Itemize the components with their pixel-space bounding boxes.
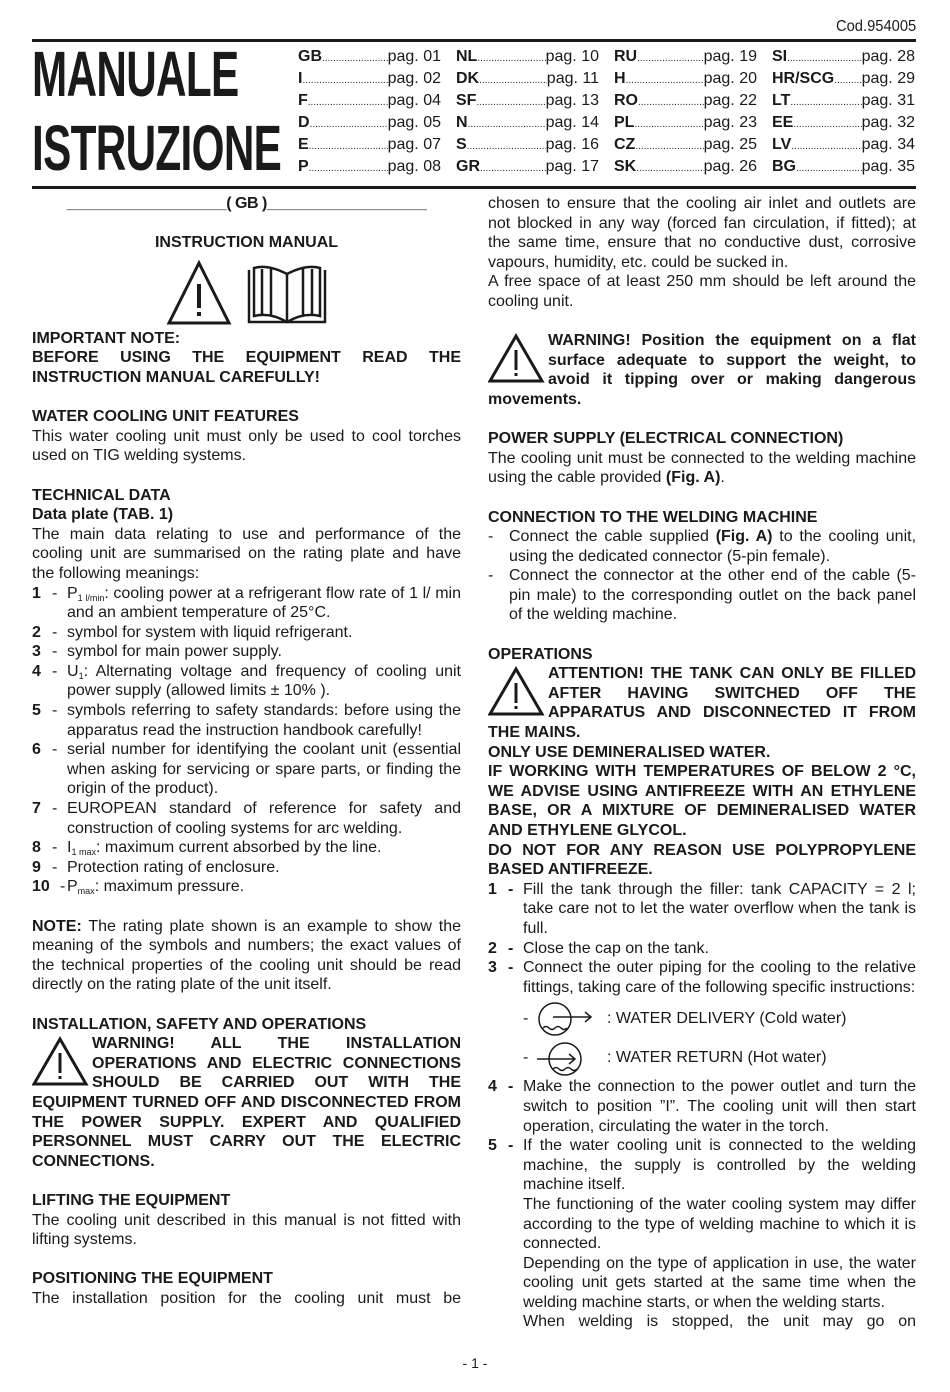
step-text: When welding is stopped, the unit may go on — [523, 1313, 916, 1331]
language-code: SF — [456, 92, 477, 109]
features-text: This water cooling unit must only be used to cool torches used on TIG welding systems. — [32, 427, 461, 465]
index-entry — [614, 90, 757, 112]
language-code: RO — [614, 92, 638, 109]
language-code: H — [614, 70, 626, 87]
page-number: - 1 - — [462, 1355, 488, 1371]
leader-dots — [635, 141, 703, 156]
connection-text: Connect the cable supplied — [509, 528, 716, 546]
leader-dots — [636, 163, 703, 178]
technical-data-item: 10 - $P_{max}$: maximum pressure. — [32, 878, 245, 897]
index-entry — [772, 134, 915, 156]
important-note-title: IMPORTANT NOTE: — [32, 329, 181, 347]
language-code: SK — [614, 158, 637, 175]
page-ref: pag. 10 — [545, 48, 599, 65]
lifting-title: LIFTING THE EQUIPMENT — [32, 1191, 231, 1209]
free-space-text: A free space of at least 250 mm should be left around the cooling unit. — [488, 273, 916, 310]
leader-dots — [467, 141, 546, 156]
item-number: 1 — [32, 584, 41, 602]
leader-dots — [479, 75, 547, 90]
page-ref: pag. 13 — [545, 92, 599, 109]
lifting-text: The cooling unit described in this manual is not fitted with lifting systems. — [32, 1211, 461, 1249]
connection-text: Connect the connector at the other end of the cable (5-pin male) to the corresponding outlet on the back panel of the welding machine. — [509, 567, 916, 624]
index-entry — [456, 90, 599, 112]
symbol: P — [67, 878, 78, 896]
title-istruzione: ISTRUZIONE — [32, 112, 282, 184]
right-column — [488, 194, 916, 1332]
power-end: . — [720, 469, 725, 487]
technical-data-item: 4 - $U_1$: Alternating voltage and frequency of cooling unit power supply (allowed limits ± 10% ). — [32, 662, 461, 700]
item-number: 10 — [32, 878, 50, 896]
language-code: E — [298, 136, 309, 153]
page-ref: pag. 05 — [387, 114, 441, 131]
index-entry — [298, 112, 441, 134]
leader-dots — [626, 75, 704, 90]
connection-item: - Connect the connector at the other end of the cable (5-pin male) to the corresponding outlet on the back panel of the welding machine. — [488, 567, 916, 624]
language-code: S — [456, 136, 467, 153]
step-text: Make the connection to the power outlet and turn the switch to position ”I”. The cooling unit will then start operation, circulating the water in the torch. — [523, 1078, 916, 1135]
item-number: 6 — [32, 741, 41, 759]
position-warning-text: WARNING! Position the equipment on a flat surface adequate to support the weight, to avoid it tipping over or making dangerous movements. — [488, 332, 916, 408]
leader-dots — [637, 53, 704, 68]
technical-data-title: TECHNICAL DATA — [32, 486, 171, 504]
installation-warning-text: WARNING! ALL THE INSTALLATION OPERATIONS AND ELECTRIC CONNECTIONS SHOULD BE CARRIED OUT WITH THE EQUIPMENT TURNED OFF AND DISCONNECTED FROM THE POWER SUPPLY. EXPERT AND QUALIFIED PERSONNEL MUST CARRY OUT THE ELECTRIC CONNECTIONS. — [32, 1035, 461, 1170]
connection-title: CONNECTION TO THE WELDING MACHINE — [488, 508, 818, 526]
page-ref: pag. 34 — [861, 136, 915, 153]
page-ref: pag. 23 — [703, 114, 757, 131]
symbol: P — [67, 584, 78, 602]
index-entry — [772, 68, 915, 90]
item-text: symbols referring to safety standards: before using the apparatus read the instruction handbook carefully! — [67, 702, 461, 739]
fig-a-ref: (Fig. A) — [665, 469, 721, 487]
symbol-subscript: 1 max — [71, 847, 96, 858]
index-entry — [772, 156, 915, 178]
page-ref: pag. 16 — [545, 136, 599, 153]
step-number: 1 — [488, 880, 497, 898]
index-entry — [772, 46, 915, 68]
step-text: Close the cap on the tank. — [523, 939, 709, 957]
language-heading: ___________________( GB )___________________ — [66, 195, 427, 212]
page-ref: pag. 17 — [545, 158, 599, 175]
symbol-subscript: 1 l/min — [77, 592, 105, 603]
warning-triangle-icon — [32, 1036, 92, 1086]
antifreeze-note: IF WORKING WITH TEMPERATURES OF BELOW 2 °C, WE ADVISE USING ANTIFREEZE WITH AN ETHYLENE BASE, OR A MIXTURE OF DEMINERALISED WATER AND ETHYLENE GLYCOL. — [488, 763, 916, 839]
page-ref: pag. 11 — [546, 70, 599, 87]
technical-data-item: 1 - $P_{1 l/min}$: cooling power at a refrigerant flow rate of 1 l/ min and an ambient temperature of 25°C. — [32, 584, 461, 622]
language-code: RU — [614, 48, 638, 65]
page-ref: pag. 28 — [861, 48, 915, 65]
header-bottom-rule — [32, 186, 916, 189]
technical-data-list — [32, 584, 461, 898]
language-code: GB — [298, 48, 322, 65]
index-entry — [298, 90, 441, 112]
index-entry — [772, 112, 915, 134]
technical-data-item: 9 - Protection rating of enclosure. — [32, 858, 280, 876]
language-code: N — [456, 114, 468, 131]
index-entry — [772, 90, 915, 112]
language-code: HR/SCG — [772, 70, 835, 87]
page-ref: pag. 04 — [387, 92, 441, 109]
note-label: NOTE: — [32, 917, 82, 935]
page-ref: pag. 08 — [387, 158, 441, 175]
step-number: 3 — [488, 959, 497, 977]
technical-data-item: 5 - symbols referring to safety standards: before using the apparatus read the instruction handbook carefully! — [32, 702, 461, 739]
language-code: NL — [456, 48, 478, 65]
page-ref: pag. 31 — [861, 92, 915, 109]
leader-dots — [476, 97, 545, 112]
symbol: U — [67, 662, 79, 680]
connection-item: - Connect the cable supplied (Fig. A) to the cooling unit, using the dedicated connector (5-pin female). — [488, 528, 917, 565]
operation-step: 1 - Fill the tank through the filler: tank CAPACITY = 2 l; take care not to let the water overflow when the tank is full. — [488, 880, 916, 937]
item-number: 8 — [32, 839, 41, 857]
language-code: LT — [772, 92, 791, 109]
item-text: EUROPEAN standard of reference for safety and construction of cooling systems for arc welding. — [67, 800, 461, 837]
step-text: Fill the tank through the filler: tank CAPACITY = 2 l; take care not to let the water overflow when the tank is full. — [523, 880, 916, 937]
language-code: DK — [456, 70, 480, 87]
fig-a-ref: (Fig. A) — [715, 528, 773, 546]
item-number: 7 — [32, 800, 41, 818]
polypropylene-note: DO NOT FOR ANY REASON USE POLYPROPYLENE BASED ANTIFREEZE. — [488, 841, 916, 879]
item-text: symbol for main power supply. — [67, 643, 282, 661]
technical-data-item: 6 - serial number for identifying the coolant unit (essential when asking for servicing or spare parts, or finding the origin of the product). — [32, 741, 461, 798]
page-ref: pag. 25 — [703, 136, 757, 153]
water-delivery-icon — [533, 1001, 599, 1037]
technical-data-item: 8 - $I_{1 max}$: maximum current absorbed by the line. — [32, 839, 382, 858]
leader-dots — [322, 53, 388, 68]
item-number: 3 — [32, 643, 41, 661]
step-text: Depending on the type of application in use, the water cooling unit gets started at the same time when the welding machine starts, or when the welding starts. — [523, 1254, 916, 1311]
water-delivery-label: : WATER DELIVERY (Cold water) — [607, 1010, 847, 1028]
rating-plate-note — [32, 917, 461, 995]
operations-warning-text: ATTENTION! THE TANK CAN ONLY BE FILLED AFTER HAVING SWITCHED OFF THE APPARATUS AND DISCONNECTED IT FROM THE MAINS. — [488, 665, 916, 742]
page-ref: pag. 22 — [703, 92, 757, 109]
item-number: 4 — [32, 662, 41, 680]
step-number: 2 — [488, 939, 497, 957]
symbol: I — [67, 839, 72, 857]
positioning-text: The installation position for the cooling unit must be — [32, 1289, 461, 1307]
index-entry — [456, 156, 599, 178]
leader-dots — [468, 119, 546, 134]
page-ref: pag. 29 — [861, 70, 915, 87]
features-title: WATER COOLING UNIT FEATURES — [32, 408, 299, 426]
index-entry — [298, 46, 441, 68]
language-code: PL — [614, 114, 635, 131]
positioning-continued: chosen to ensure that the cooling air inlet and outlets are not blocked in any way (forced fan circulation, if fitted); at the same time, ensure that no conductive dust, corrosive vapours, humidity, etc. could be sucked in. — [488, 195, 916, 271]
leader-dots — [638, 97, 704, 112]
language-code: SI — [772, 48, 788, 65]
operation-step: 4 - Make the connection to the power outlet and turn the switch to position ”I”. The cooling unit will then start operation, circulating the water in the torch. — [488, 1078, 916, 1135]
leader-dots — [309, 163, 388, 178]
item-text: : maximum current absorbed by the line. — [95, 839, 382, 857]
page-ref: pag. 35 — [861, 158, 915, 175]
demineralised-note: ONLY USE DEMINERALISED WATER. — [488, 743, 771, 761]
index-entry — [456, 112, 599, 134]
important-note-text: BEFORE USING THE EQUIPMENT READ THE INSTRUCTION MANUAL CAREFULLY! — [32, 349, 461, 386]
symbol-subscript: 1 — [78, 670, 84, 681]
warning-triangle-icon — [488, 333, 548, 383]
data-plate-subtitle: Data plate (TAB. 1) — [32, 506, 174, 524]
power-text: The cooling unit must be connected to the welding machine using the cable provided — [488, 449, 916, 487]
power-supply-text — [488, 449, 916, 488]
water-return-label: : WATER RETURN (Hot water) — [607, 1049, 827, 1067]
operation-step: 3 - Connect the outer piping for the cooling to the relative fittings, taking care of the following specific instructions: - : WATER DELIVERY (Cold water) - : WATER RETURN (Hot water) — [488, 958, 916, 1077]
index-entry — [614, 68, 757, 90]
page-ref: pag. 02 — [387, 70, 441, 87]
water-return-row: - : WATER RETURN (Hot water) — [523, 1038, 916, 1077]
language-code: D — [298, 114, 310, 131]
language-code: CZ — [614, 136, 636, 153]
language-index — [298, 46, 915, 178]
leader-dots — [790, 97, 861, 112]
leader-dots — [302, 75, 387, 90]
warning-triangle-icon — [488, 666, 548, 716]
page-ref: pag. 19 — [703, 48, 757, 65]
language-code: GR — [456, 158, 480, 175]
position-warning — [488, 331, 916, 409]
index-entry — [614, 112, 757, 134]
language-code: EE — [772, 114, 794, 131]
warning-triangle-icon — [166, 260, 232, 326]
open-manual-icon — [246, 260, 328, 326]
technical-data-item: 2 - symbol for system with liquid refrigerant. — [32, 623, 353, 641]
language-code: P — [298, 158, 309, 175]
index-entry — [614, 134, 757, 156]
page-ref: pag. 20 — [703, 70, 757, 87]
leader-dots — [309, 141, 388, 156]
leader-dots — [793, 119, 861, 134]
index-entry — [298, 134, 441, 156]
language-code: LV — [772, 136, 792, 153]
manual-title: INSTRUCTION MANUAL — [154, 234, 339, 252]
operations-warning — [488, 664, 916, 742]
index-entry — [298, 68, 441, 90]
item-number: 9 — [32, 858, 41, 876]
title-manuale: MANUALE — [32, 38, 239, 110]
document-code: Cod.954005 — [835, 18, 916, 35]
technical-data-item: 7 - EUROPEAN standard of reference for safety and construction of cooling systems for arc welding. — [32, 800, 461, 837]
leader-dots — [477, 53, 545, 68]
leader-dots — [787, 53, 861, 68]
index-entry — [456, 134, 599, 156]
item-text: : maximum pressure. — [94, 878, 245, 896]
operation-step: 2 - Close the cap on the tank. — [488, 939, 916, 959]
leader-dots — [480, 163, 546, 178]
positioning-title: POSITIONING THE EQUIPMENT — [32, 1270, 273, 1288]
leader-dots — [796, 163, 862, 178]
step-text: If the water cooling unit is connected to the welding machine, the supply is controlled by the welding machine itself. — [523, 1137, 916, 1194]
power-supply-title: POWER SUPPLY (ELECTRICAL CONNECTION) — [488, 430, 844, 448]
language-code: F — [298, 92, 308, 109]
symbol-subscript: max — [77, 886, 95, 897]
language-code: I — [298, 70, 303, 87]
item-text: symbol for system with liquid refrigerant. — [67, 623, 353, 641]
page-ref: pag. 01 — [387, 48, 441, 65]
item-text: serial number for identifying the coolant unit (essential when asking for servicing or spare parts, or finding the origin of the product). — [67, 741, 461, 798]
page-ref: pag. 26 — [703, 158, 757, 175]
technical-data-text: The main data relating to use and performance of the cooling unit are summarised on the rating plate and have the following meanings: — [32, 525, 461, 582]
leader-dots — [634, 119, 703, 134]
index-entry — [614, 156, 757, 178]
item-text: : Alternating voltage and frequency of cooling unit power supply (allowed limits ± 10% ). — [67, 662, 461, 700]
operation-step: 5 - If the water cooling unit is connected to the welding machine, the supply is controlled by the welding machine itself. The functioning of the water cooling system may differ according to the type of welding machine to which it is connected. Depending on the type of application in use, the water cooling unit gets started at the same time when the welding machine starts, or when the welding starts. When welding is stopped, the unit may go on — [488, 1137, 916, 1331]
leader-dots — [791, 141, 861, 156]
left-column — [32, 194, 461, 1308]
operations-title: OPERATIONS — [488, 645, 593, 663]
item-number: 5 — [32, 702, 41, 720]
step-text: Connect the outer piping for the cooling to the relative fittings, taking care of the following specific instructions: — [523, 959, 916, 996]
note-text: The rating plate shown is an example to show the meaning of the symbols and numbers; the exact values of the technical properties of the cooling unit should be read directly on the rating plate of the unit itself. — [32, 917, 461, 994]
water-return-icon — [533, 1040, 599, 1076]
page-ref: pag. 07 — [387, 136, 441, 153]
item-text: Protection rating of enclosure. — [67, 858, 280, 876]
step-number: 4 — [488, 1078, 497, 1096]
step-text: The functioning of the water cooling system may differ according to the type of welding machine to which it is connected. — [523, 1195, 916, 1253]
index-entry — [456, 46, 599, 68]
leader-dots — [308, 97, 388, 112]
connection-text: to the cooling unit, using the dedicated connector (5-pin female). — [509, 528, 917, 565]
item-number: 2 — [32, 623, 41, 641]
installation-title: INSTALLATION, SAFETY AND OPERATIONS — [32, 1015, 367, 1033]
leader-dots — [310, 119, 388, 134]
item-text: : cooling power at a refrigerant flow rate of 1 l/ min and an ambient temperature of 25°C. — [67, 584, 461, 622]
index-entry — [298, 156, 441, 178]
page-ref: pag. 32 — [861, 114, 915, 131]
installation-warning — [32, 1034, 461, 1171]
step-number: 5 — [488, 1137, 497, 1155]
leader-dots — [834, 75, 861, 90]
index-entry — [456, 68, 599, 90]
index-entry — [614, 46, 757, 68]
water-delivery-row: - : WATER DELIVERY (Cold water) — [523, 999, 916, 1038]
page-ref: pag. 14 — [545, 114, 599, 131]
technical-data-item: 3 - symbol for main power supply. — [32, 643, 282, 661]
language-code: BG — [772, 158, 796, 175]
